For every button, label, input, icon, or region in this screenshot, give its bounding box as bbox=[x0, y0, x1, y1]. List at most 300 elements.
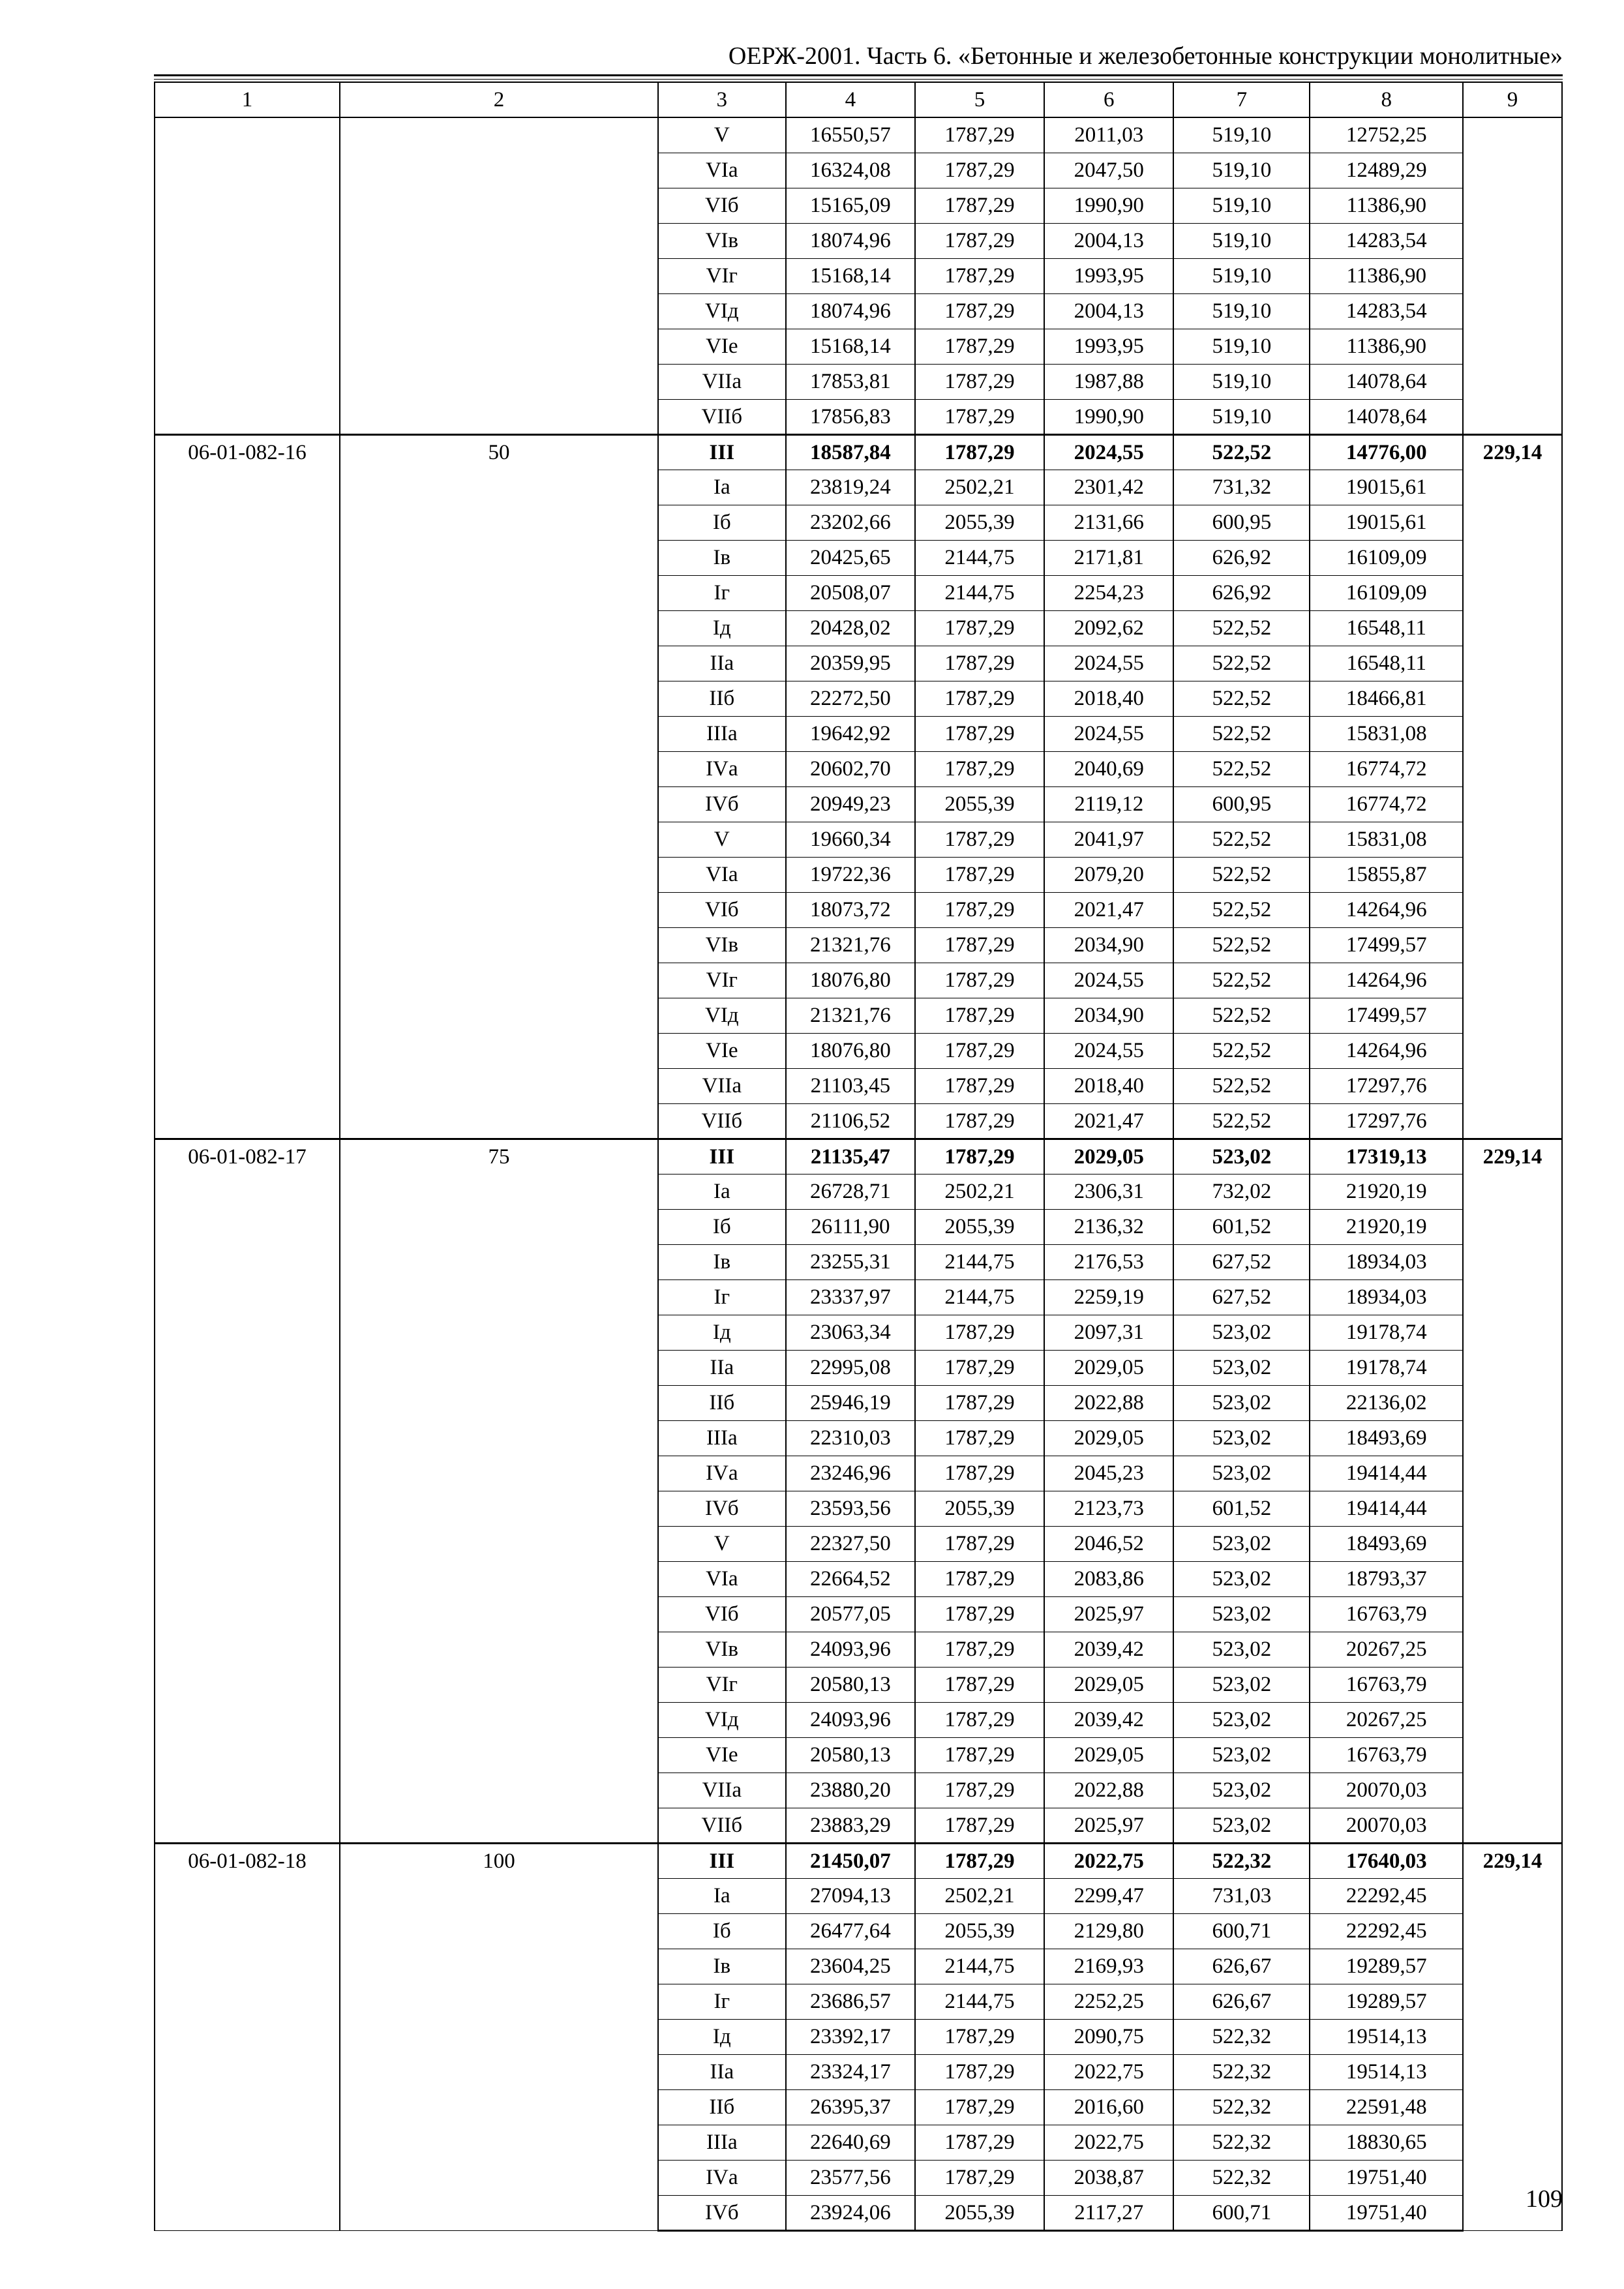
value-cell: 2046,52 bbox=[1044, 1526, 1173, 1561]
column-number: 6 bbox=[1044, 82, 1173, 117]
value-cell: 2034,90 bbox=[1044, 998, 1173, 1033]
value-cell: 523,02 bbox=[1173, 1315, 1310, 1350]
value-cell: 19642,92 bbox=[786, 716, 915, 751]
value-cell: 626,92 bbox=[1173, 575, 1310, 610]
value-cell: 23246,96 bbox=[786, 1456, 915, 1491]
rate-code-cell: 06-01-082-17 bbox=[155, 1139, 340, 1843]
value-cell: 1987,88 bbox=[1044, 364, 1173, 399]
value-cell: 19751,40 bbox=[1310, 2160, 1463, 2195]
value-cell: 18934,03 bbox=[1310, 1244, 1463, 1279]
value-cell: 2018,40 bbox=[1044, 1068, 1173, 1103]
zone-cell: VIIа bbox=[658, 1068, 786, 1103]
value-cell: 20580,13 bbox=[786, 1667, 915, 1702]
value-cell: 2022,88 bbox=[1044, 1385, 1173, 1420]
value-cell: 17319,13 bbox=[1310, 1139, 1463, 1174]
header-rule-thin bbox=[154, 79, 1563, 80]
zone-cell: III bbox=[658, 1139, 786, 1174]
value-cell: 519,10 bbox=[1173, 117, 1310, 153]
value-cell: 2171,81 bbox=[1044, 540, 1173, 575]
value-cell: 2123,73 bbox=[1044, 1491, 1173, 1526]
value-cell: 2029,05 bbox=[1044, 1667, 1173, 1702]
zone-cell: V bbox=[658, 117, 786, 153]
value-cell: 522,52 bbox=[1173, 857, 1310, 892]
value-cell: 2041,97 bbox=[1044, 822, 1173, 857]
zone-cell: IIIа bbox=[658, 2125, 786, 2160]
value-cell: 522,52 bbox=[1173, 822, 1310, 857]
value-cell: 20577,05 bbox=[786, 1596, 915, 1632]
value-cell: 19178,74 bbox=[1310, 1350, 1463, 1385]
value-cell: 2039,42 bbox=[1044, 1632, 1173, 1667]
zone-cell: VIг bbox=[658, 258, 786, 293]
zone-cell: Iд bbox=[658, 610, 786, 646]
table-row bbox=[155, 117, 1562, 153]
value-cell: 1787,29 bbox=[915, 117, 1044, 153]
value-cell: 20508,07 bbox=[786, 575, 915, 610]
value-cell: 14283,54 bbox=[1310, 293, 1463, 329]
group-first-row bbox=[155, 434, 1562, 470]
column-number-row bbox=[155, 82, 1562, 117]
value-cell: 2004,13 bbox=[1044, 223, 1173, 258]
value-cell: 2252,25 bbox=[1044, 1984, 1173, 2019]
value-cell: 16548,11 bbox=[1310, 646, 1463, 681]
labor-total-cell bbox=[1463, 117, 1562, 434]
value-cell: 600,71 bbox=[1173, 2195, 1310, 2230]
value-cell: 2055,39 bbox=[915, 786, 1044, 822]
value-cell: 1787,29 bbox=[915, 1068, 1044, 1103]
value-cell: 522,52 bbox=[1173, 751, 1310, 786]
rates-table bbox=[154, 82, 1563, 2232]
value-cell: 1787,29 bbox=[915, 1456, 1044, 1491]
value-cell: 21920,19 bbox=[1310, 1209, 1463, 1244]
value-cell: 26477,64 bbox=[786, 1913, 915, 1949]
value-cell: 23337,97 bbox=[786, 1279, 915, 1315]
value-cell: 2254,23 bbox=[1044, 575, 1173, 610]
zone-cell: IIа bbox=[658, 1350, 786, 1385]
value-cell: 1787,29 bbox=[915, 434, 1044, 470]
value-cell: 2029,05 bbox=[1044, 1139, 1173, 1174]
value-cell: 731,03 bbox=[1173, 1878, 1310, 1913]
value-cell: 22664,52 bbox=[786, 1561, 915, 1596]
value-cell: 1990,90 bbox=[1044, 399, 1173, 434]
value-cell: 20602,70 bbox=[786, 751, 915, 786]
value-cell: 14776,00 bbox=[1310, 434, 1463, 470]
value-cell: 26111,90 bbox=[786, 1209, 915, 1244]
value-cell: 2136,32 bbox=[1044, 1209, 1173, 1244]
value-cell: 17853,81 bbox=[786, 364, 915, 399]
page-header-title: ОЕРЖ-2001. Часть 6. «Бетонные и железобетонные конструкции монолитные» bbox=[728, 42, 1563, 70]
zone-cell: VIа bbox=[658, 1561, 786, 1596]
value-cell: 24093,96 bbox=[786, 1632, 915, 1667]
value-cell: 2055,39 bbox=[915, 1913, 1044, 1949]
value-cell: 14264,96 bbox=[1310, 1033, 1463, 1068]
value-cell: 14283,54 bbox=[1310, 223, 1463, 258]
value-cell: 15168,14 bbox=[786, 258, 915, 293]
value-cell: 21920,19 bbox=[1310, 1174, 1463, 1209]
value-cell: 522,52 bbox=[1173, 434, 1310, 470]
column-number: 5 bbox=[915, 82, 1044, 117]
value-cell: 1787,29 bbox=[915, 1139, 1044, 1174]
value-cell: 21135,47 bbox=[786, 1139, 915, 1174]
zone-cell: V bbox=[658, 822, 786, 857]
zone-cell: VIIб bbox=[658, 1103, 786, 1139]
value-cell: 2055,39 bbox=[915, 2195, 1044, 2230]
value-cell: 2039,42 bbox=[1044, 1702, 1173, 1737]
value-cell: 19178,74 bbox=[1310, 1315, 1463, 1350]
value-cell: 522,32 bbox=[1173, 1843, 1310, 1878]
value-cell: 1787,29 bbox=[915, 1033, 1044, 1068]
value-cell: 2022,88 bbox=[1044, 1773, 1173, 1808]
value-cell: 1787,29 bbox=[915, 153, 1044, 188]
value-cell: 23604,25 bbox=[786, 1949, 915, 1984]
zone-cell: IIа bbox=[658, 646, 786, 681]
value-cell: 2144,75 bbox=[915, 575, 1044, 610]
value-cell: 20267,25 bbox=[1310, 1632, 1463, 1667]
value-cell: 18466,81 bbox=[1310, 681, 1463, 716]
zone-cell: IIб bbox=[658, 1385, 786, 1420]
parameter-cell: 100 bbox=[340, 1843, 658, 2230]
value-cell: 14078,64 bbox=[1310, 399, 1463, 434]
value-cell: 519,10 bbox=[1173, 293, 1310, 329]
value-cell: 20949,23 bbox=[786, 786, 915, 822]
value-cell: 18493,69 bbox=[1310, 1420, 1463, 1456]
value-cell: 2119,12 bbox=[1044, 786, 1173, 822]
value-cell: 2097,31 bbox=[1044, 1315, 1173, 1350]
zone-cell: IVб bbox=[658, 1491, 786, 1526]
value-cell: 20070,03 bbox=[1310, 1773, 1463, 1808]
zone-cell: Iа bbox=[658, 1174, 786, 1209]
value-cell: 523,02 bbox=[1173, 1808, 1310, 1843]
value-cell: 23255,31 bbox=[786, 1244, 915, 1279]
value-cell: 24093,96 bbox=[786, 1702, 915, 1737]
value-cell: 519,10 bbox=[1173, 399, 1310, 434]
value-cell: 627,52 bbox=[1173, 1244, 1310, 1279]
value-cell: 21103,45 bbox=[786, 1068, 915, 1103]
value-cell: 16109,09 bbox=[1310, 540, 1463, 575]
value-cell: 523,02 bbox=[1173, 1526, 1310, 1561]
parameter-cell: 50 bbox=[340, 434, 658, 1139]
value-cell: 14264,96 bbox=[1310, 892, 1463, 927]
value-cell: 20580,13 bbox=[786, 1737, 915, 1773]
value-cell: 25946,19 bbox=[786, 1385, 915, 1420]
value-cell: 626,67 bbox=[1173, 1984, 1310, 2019]
value-cell: 20070,03 bbox=[1310, 1808, 1463, 1843]
zone-cell: VIб bbox=[658, 1596, 786, 1632]
value-cell: 523,02 bbox=[1173, 1667, 1310, 1702]
value-cell: 17297,76 bbox=[1310, 1068, 1463, 1103]
rate-code-cell: 06-01-082-18 bbox=[155, 1843, 340, 2230]
value-cell: 19722,36 bbox=[786, 857, 915, 892]
value-cell: 519,10 bbox=[1173, 364, 1310, 399]
value-cell: 23924,06 bbox=[786, 2195, 915, 2230]
value-cell: 601,52 bbox=[1173, 1209, 1310, 1244]
column-number: 4 bbox=[786, 82, 915, 117]
value-cell: 14078,64 bbox=[1310, 364, 1463, 399]
value-cell: 1787,29 bbox=[915, 293, 1044, 329]
value-cell: 1787,29 bbox=[915, 188, 1044, 223]
value-cell: 27094,13 bbox=[786, 1878, 915, 1913]
value-cell: 2259,19 bbox=[1044, 1279, 1173, 1315]
value-cell: 1787,29 bbox=[915, 751, 1044, 786]
value-cell: 17499,57 bbox=[1310, 927, 1463, 963]
value-cell: 22272,50 bbox=[786, 681, 915, 716]
value-cell: 15855,87 bbox=[1310, 857, 1463, 892]
value-cell: 19414,44 bbox=[1310, 1491, 1463, 1526]
value-cell: 23686,57 bbox=[786, 1984, 915, 2019]
zone-cell: Iб bbox=[658, 1209, 786, 1244]
zone-cell: IIIа bbox=[658, 1420, 786, 1456]
value-cell: 523,02 bbox=[1173, 1385, 1310, 1420]
value-cell: 1787,29 bbox=[915, 1773, 1044, 1808]
value-cell: 600,95 bbox=[1173, 786, 1310, 822]
zone-cell: Iв bbox=[658, 1949, 786, 1984]
value-cell: 1787,29 bbox=[915, 2089, 1044, 2125]
value-cell: 16550,57 bbox=[786, 117, 915, 153]
zone-cell: IIб bbox=[658, 2089, 786, 2125]
value-cell: 22310,03 bbox=[786, 1420, 915, 1456]
value-cell: 1787,29 bbox=[915, 963, 1044, 998]
value-cell: 20359,95 bbox=[786, 646, 915, 681]
value-cell: 16763,79 bbox=[1310, 1737, 1463, 1773]
value-cell: 523,02 bbox=[1173, 1596, 1310, 1632]
value-cell: 17499,57 bbox=[1310, 998, 1463, 1033]
value-cell: 12489,29 bbox=[1310, 153, 1463, 188]
value-cell: 22292,45 bbox=[1310, 1878, 1463, 1913]
zone-cell: VIг bbox=[658, 1667, 786, 1702]
zone-cell: VIе bbox=[658, 329, 786, 364]
value-cell: 23883,29 bbox=[786, 1808, 915, 1843]
value-cell: 1787,29 bbox=[915, 822, 1044, 857]
value-cell: 11386,90 bbox=[1310, 258, 1463, 293]
value-cell: 1787,29 bbox=[915, 2160, 1044, 2195]
value-cell: 2144,75 bbox=[915, 1279, 1044, 1315]
value-cell: 523,02 bbox=[1173, 1737, 1310, 1773]
zone-cell: VIIб bbox=[658, 399, 786, 434]
zone-cell: Iа bbox=[658, 470, 786, 505]
zone-cell: VIа bbox=[658, 153, 786, 188]
value-cell: 1787,29 bbox=[915, 892, 1044, 927]
value-cell: 1993,95 bbox=[1044, 258, 1173, 293]
value-cell: 15831,08 bbox=[1310, 822, 1463, 857]
zone-cell: Iг bbox=[658, 1984, 786, 2019]
zone-cell: VIв bbox=[658, 223, 786, 258]
value-cell: 2144,75 bbox=[915, 1244, 1044, 1279]
zone-cell: VIд bbox=[658, 1702, 786, 1737]
value-cell: 2299,47 bbox=[1044, 1878, 1173, 1913]
value-cell: 17640,03 bbox=[1310, 1843, 1463, 1878]
group-first-row bbox=[155, 1139, 1562, 1174]
zone-cell: Iв bbox=[658, 1244, 786, 1279]
value-cell: 522,52 bbox=[1173, 646, 1310, 681]
labor-total-cell: 229,14 bbox=[1463, 1139, 1562, 1843]
value-cell: 2022,75 bbox=[1044, 2125, 1173, 2160]
value-cell: 2144,75 bbox=[915, 540, 1044, 575]
value-cell: 15168,14 bbox=[786, 329, 915, 364]
header-rule bbox=[154, 74, 1563, 76]
value-cell: 2306,31 bbox=[1044, 1174, 1173, 1209]
value-cell: 23063,34 bbox=[786, 1315, 915, 1350]
value-cell: 522,52 bbox=[1173, 716, 1310, 751]
value-cell: 21106,52 bbox=[786, 1103, 915, 1139]
value-cell: 523,02 bbox=[1173, 1139, 1310, 1174]
value-cell: 1787,29 bbox=[915, 1385, 1044, 1420]
value-cell: 22327,50 bbox=[786, 1526, 915, 1561]
value-cell: 1787,29 bbox=[915, 646, 1044, 681]
value-cell: 2129,80 bbox=[1044, 1913, 1173, 1949]
column-number: 9 bbox=[1463, 82, 1562, 117]
value-cell: 2079,20 bbox=[1044, 857, 1173, 892]
value-cell: 1787,29 bbox=[915, 1596, 1044, 1632]
value-cell: 1787,29 bbox=[915, 1843, 1044, 1878]
value-cell: 2022,75 bbox=[1044, 2054, 1173, 2089]
rate-code-cell bbox=[155, 117, 340, 434]
value-cell: 1787,29 bbox=[915, 223, 1044, 258]
value-cell: 523,02 bbox=[1173, 1561, 1310, 1596]
value-cell: 2029,05 bbox=[1044, 1737, 1173, 1773]
value-cell: 23324,17 bbox=[786, 2054, 915, 2089]
value-cell: 2004,13 bbox=[1044, 293, 1173, 329]
value-cell: 18076,80 bbox=[786, 1033, 915, 1068]
value-cell: 523,02 bbox=[1173, 1420, 1310, 1456]
value-cell: 522,52 bbox=[1173, 1103, 1310, 1139]
value-cell: 2024,55 bbox=[1044, 716, 1173, 751]
value-cell: 1787,29 bbox=[915, 716, 1044, 751]
zone-cell: VIа bbox=[658, 857, 786, 892]
value-cell: 22292,45 bbox=[1310, 1913, 1463, 1949]
value-cell: 2022,75 bbox=[1044, 1843, 1173, 1878]
zone-cell: VIIа bbox=[658, 1773, 786, 1808]
zone-cell: Iг bbox=[658, 575, 786, 610]
value-cell: 23819,24 bbox=[786, 470, 915, 505]
value-cell: 18934,03 bbox=[1310, 1279, 1463, 1315]
value-cell: 2083,86 bbox=[1044, 1561, 1173, 1596]
value-cell: 1787,29 bbox=[915, 1667, 1044, 1702]
value-cell: 18073,72 bbox=[786, 892, 915, 927]
value-cell: 2021,47 bbox=[1044, 1103, 1173, 1139]
value-cell: 19660,34 bbox=[786, 822, 915, 857]
zone-cell: VIе bbox=[658, 1033, 786, 1068]
value-cell: 16763,79 bbox=[1310, 1667, 1463, 1702]
value-cell: 18493,69 bbox=[1310, 1526, 1463, 1561]
rate-code-cell: 06-01-082-16 bbox=[155, 434, 340, 1139]
zone-cell: VIд bbox=[658, 998, 786, 1033]
value-cell: 23202,66 bbox=[786, 505, 915, 540]
value-cell: 14264,96 bbox=[1310, 963, 1463, 998]
value-cell: 2018,40 bbox=[1044, 681, 1173, 716]
value-cell: 19414,44 bbox=[1310, 1456, 1463, 1491]
value-cell: 2034,90 bbox=[1044, 927, 1173, 963]
value-cell: 26395,37 bbox=[786, 2089, 915, 2125]
zone-cell: IVб bbox=[658, 2195, 786, 2230]
value-cell: 522,32 bbox=[1173, 2160, 1310, 2195]
value-cell: 1990,90 bbox=[1044, 188, 1173, 223]
value-cell: 1787,29 bbox=[915, 2019, 1044, 2054]
value-cell: 627,52 bbox=[1173, 1279, 1310, 1315]
value-cell: 2047,50 bbox=[1044, 153, 1173, 188]
value-cell: 2016,60 bbox=[1044, 2089, 1173, 2125]
value-cell: 26728,71 bbox=[786, 1174, 915, 1209]
zone-cell: IIа bbox=[658, 2054, 786, 2089]
value-cell: 2131,66 bbox=[1044, 505, 1173, 540]
value-cell: 731,32 bbox=[1173, 470, 1310, 505]
column-number: 7 bbox=[1173, 82, 1310, 117]
value-cell: 19514,13 bbox=[1310, 2054, 1463, 2089]
column-number: 2 bbox=[340, 82, 658, 117]
value-cell: 2169,93 bbox=[1044, 1949, 1173, 1984]
table-body bbox=[155, 117, 1562, 2230]
value-cell: 19015,61 bbox=[1310, 470, 1463, 505]
zone-cell: IVа bbox=[658, 751, 786, 786]
value-cell: 522,52 bbox=[1173, 998, 1310, 1033]
value-cell: 19015,61 bbox=[1310, 505, 1463, 540]
value-cell: 732,02 bbox=[1173, 1174, 1310, 1209]
value-cell: 11386,90 bbox=[1310, 329, 1463, 364]
value-cell: 522,52 bbox=[1173, 610, 1310, 646]
value-cell: 2021,47 bbox=[1044, 892, 1173, 927]
column-number: 8 bbox=[1310, 82, 1463, 117]
value-cell: 2055,39 bbox=[915, 1491, 1044, 1526]
value-cell: 522,52 bbox=[1173, 681, 1310, 716]
value-cell: 18074,96 bbox=[786, 223, 915, 258]
value-cell: 2024,55 bbox=[1044, 646, 1173, 681]
zone-cell: IVа bbox=[658, 1456, 786, 1491]
parameter-cell bbox=[340, 117, 658, 434]
value-cell: 16774,72 bbox=[1310, 751, 1463, 786]
value-cell: 22136,02 bbox=[1310, 1385, 1463, 1420]
value-cell: 1787,29 bbox=[915, 1702, 1044, 1737]
value-cell: 519,10 bbox=[1173, 153, 1310, 188]
value-cell: 20267,25 bbox=[1310, 1702, 1463, 1737]
value-cell: 18074,96 bbox=[786, 293, 915, 329]
value-cell: 21321,76 bbox=[786, 998, 915, 1033]
value-cell: 522,52 bbox=[1173, 963, 1310, 998]
value-cell: 522,32 bbox=[1173, 2054, 1310, 2089]
zone-cell: VIд bbox=[658, 293, 786, 329]
value-cell: 1787,29 bbox=[915, 1420, 1044, 1456]
value-cell: 601,52 bbox=[1173, 1491, 1310, 1526]
value-cell: 2029,05 bbox=[1044, 1350, 1173, 1385]
value-cell: 15165,09 bbox=[786, 188, 915, 223]
value-cell: 522,52 bbox=[1173, 1068, 1310, 1103]
value-cell: 16324,08 bbox=[786, 153, 915, 188]
value-cell: 2024,55 bbox=[1044, 1033, 1173, 1068]
labor-total-cell: 229,14 bbox=[1463, 434, 1562, 1139]
zone-cell: Iг bbox=[658, 1279, 786, 1315]
value-cell: 523,02 bbox=[1173, 1350, 1310, 1385]
zone-cell: Iд bbox=[658, 2019, 786, 2054]
zone-cell: Iб bbox=[658, 505, 786, 540]
value-cell: 519,10 bbox=[1173, 223, 1310, 258]
value-cell: 17297,76 bbox=[1310, 1103, 1463, 1139]
value-cell: 2144,75 bbox=[915, 1949, 1044, 1984]
value-cell: 2502,21 bbox=[915, 470, 1044, 505]
value-cell: 1787,29 bbox=[915, 998, 1044, 1033]
value-cell: 1787,29 bbox=[915, 258, 1044, 293]
zone-cell: VIг bbox=[658, 963, 786, 998]
value-cell: 1787,29 bbox=[915, 329, 1044, 364]
column-number: 3 bbox=[658, 82, 786, 117]
value-cell: 519,10 bbox=[1173, 258, 1310, 293]
value-cell: 17856,83 bbox=[786, 399, 915, 434]
value-cell: 22995,08 bbox=[786, 1350, 915, 1385]
value-cell: 522,32 bbox=[1173, 2019, 1310, 2054]
value-cell: 522,32 bbox=[1173, 2125, 1310, 2160]
value-cell: 519,10 bbox=[1173, 188, 1310, 223]
zone-cell: VIб bbox=[658, 188, 786, 223]
value-cell: 2055,39 bbox=[915, 505, 1044, 540]
value-cell: 19751,40 bbox=[1310, 2195, 1463, 2230]
value-cell: 2144,75 bbox=[915, 1984, 1044, 2019]
value-cell: 20428,02 bbox=[786, 610, 915, 646]
